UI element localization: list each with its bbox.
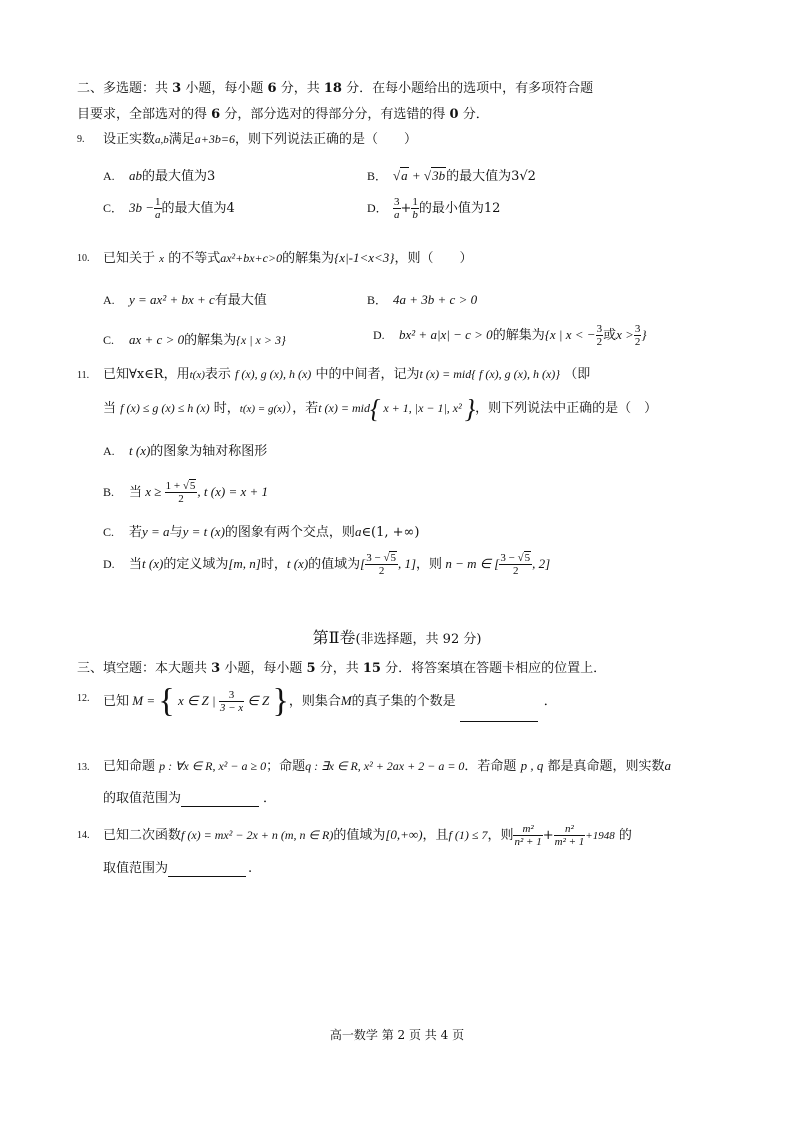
question-10-number: 10.: [77, 253, 90, 264]
question-11-option-c: C. 若y = a与y = t (x)的图象有两个交点，则a∈(1, +∞): [103, 524, 420, 540]
question-14-number: 14.: [77, 830, 90, 841]
question-12-stem: 已知 M = { x ∈ Z | $\frac{3}{3 - x}$ ∈ Z }，则集合M的真子集的个数是 ．: [103, 681, 557, 722]
question-11-option-d: D. 当t (x)的定义域为[m, n]时，t (x)的值域为[ $\frac{3 - √5}{2}$ , 1]，则 n − m ∈ [ $\frac{3 - √5}{2}$ , 2]: [103, 552, 551, 577]
question-14-answer-blank[interactable]: [168, 862, 246, 877]
part-2-title: 第Ⅱ卷(非选择题，共 92 分): [312, 628, 482, 647]
question-10-stem: 已知关于 x 的不等式ax²+bx+c>0的解集为{x|-1<x<3}，则（ ）: [103, 250, 473, 266]
question-10-option-c: C. ax + c > 0的解集为{x | x > 3}: [103, 332, 286, 348]
question-11-line-1: 已知∀x∈R，用t(x)表示 f (x), g (x), h (x) 中的中间者，记为t (x) = mid{ f (x), g (x), h (x)} （即: [103, 367, 591, 382]
section-2-heading: 二、多选题：共 3 小题，每小题 6 分，共 18 分．在每小题给出的选项中，有多项符合题: [77, 81, 594, 96]
question-9-number: 9.: [77, 134, 85, 145]
question-11-line-2: 当 f (x) ≤ g (x) ≤ h (x) 时，t(x) = g(x)），若t (x) = mid{ x + 1, |x − 1|, x² }，则下列说法中正确的是（ ）: [103, 394, 658, 423]
question-9-stem: 设正实数a,b满足a+3b=6，则下列说法正确的是（ ）: [103, 132, 417, 147]
question-11-option-a: A. t (x)的图象为轴对称图形: [103, 443, 268, 459]
question-12-answer-blank[interactable]: [460, 695, 538, 722]
question-9-option-d: D． $\frac{3}{a}$ + $\frac{1}{b}$ 的最小值为12: [367, 196, 501, 221]
question-10-option-a: A. y = ax² + bx + c有最大值: [103, 292, 267, 308]
question-14-stem: 已知二次函数f (x) = mx² − 2x + n (m, n ∈ R)的值域为[0,+∞)，且f (1) ≤ 7，则 $\frac{\text{m²}}{\text{n² + 1}}$ + $\frac{\text{n²}}{\text{m² + 1}}$ +1948 的: [103, 823, 632, 848]
section-3-heading: 三、填空题：本大题共 3 小题，每小题 5 分，共 15 分．将答案填在答题卡相应的位置上．: [77, 661, 607, 676]
question-10-option-d: D. bx² + a|x| − c > 0的解集为{x | x < − $\frac{3}{2}$ 或x > $\frac{3}{2}$ }: [373, 323, 647, 348]
question-9-option-c: C． 3b − $\frac{1}{a}$ 的最大值为4: [103, 196, 235, 221]
question-10-option-b: B． 4a + 3b + c > 0: [367, 292, 478, 307]
question-13-line-2: 的取值范围为 ．: [103, 791, 277, 806]
question-14-line-2: 取值范围为 .: [103, 861, 253, 876]
question-13-answer-blank[interactable]: [181, 792, 259, 807]
question-11-number: 11.: [77, 370, 90, 381]
question-13-stem: 已知命题 p : ∀x ∈ R, x² − a ≥ 0；命题q : ∃x ∈ R, x² + 2ax + 2 − a = 0．若命题 p , q 都是真命题，则实数a: [103, 758, 671, 774]
question-9-option-a: A. ab的最大值为3: [103, 168, 216, 184]
question-11-option-b: B. 当 x ≥ $\frac{1 + √5}{2}$ , t (x) = x + 1: [103, 480, 269, 505]
question-9-option-b: B． √a + √3b的最大值为3√2: [367, 168, 536, 184]
section-2-heading-line2: 目要求，全部选对的得 6 分，部分选对的得部分分，有选错的得 0 分．: [77, 107, 489, 122]
question-12-number: 12.: [77, 693, 90, 704]
question-13-number: 13.: [77, 762, 90, 773]
page-footer: 高一数学 第 2 页 共 4 页: [329, 1028, 465, 1042]
